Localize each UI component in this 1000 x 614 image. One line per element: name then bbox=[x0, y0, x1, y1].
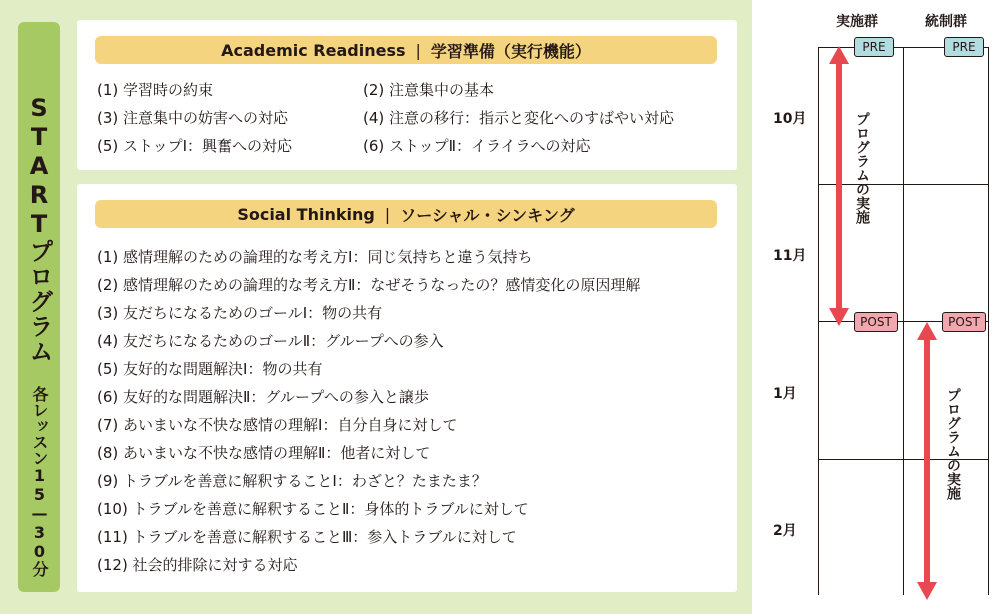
academic-readiness-header bbox=[95, 36, 717, 64]
header-separator: | bbox=[384, 204, 391, 224]
header-ja: 学習準備（実行機能） bbox=[430, 41, 591, 61]
program-subtitle: 各レッスン15—30分 bbox=[30, 386, 49, 577]
implementation-period-arrow bbox=[828, 46, 850, 326]
social-item: (4) 友だちになるためのゴールⅡ：グループへの参入 bbox=[97, 332, 444, 350]
social-item: (5) 友好的な問題解決Ⅰ：物の共有 bbox=[97, 360, 323, 378]
month-label: 11月 bbox=[773, 248, 807, 264]
social-item: (8) あいまいな不快な感情の理解Ⅱ：他者に対して bbox=[97, 444, 431, 462]
social-item: (2) 感情理解のための論理的な考え方Ⅱ：なぜそうなったの？感情変化の原因理解 bbox=[97, 276, 641, 294]
social-item: (3) 友だちになるためのゴールⅠ：物の共有 bbox=[97, 304, 383, 322]
implementation-label: プログラムの実施 bbox=[945, 388, 961, 500]
academic-item: (2) 注意集中の基本 bbox=[363, 81, 495, 99]
social-item: (10) トラブルを善意に解釈することⅡ：身体的トラブルに対して bbox=[97, 500, 529, 518]
academic-item: (3) 注意集中の妨害への対応 bbox=[97, 109, 289, 127]
social-thinking-header bbox=[95, 200, 717, 228]
control-period-arrow bbox=[916, 322, 938, 600]
program-title: STARTプログラム bbox=[25, 94, 53, 364]
social-item: (7) あいまいな不快な感情の理解Ⅰ：自分自身に対して bbox=[97, 416, 458, 434]
pre-badge: PRE bbox=[944, 37, 984, 57]
month-label: 10月 bbox=[773, 111, 807, 127]
post-badge: POST bbox=[942, 312, 986, 332]
academic-readiness-card bbox=[77, 20, 737, 170]
header-ja: ソーシャル・シンキング bbox=[400, 205, 575, 225]
grid-line bbox=[818, 47, 819, 595]
grid-line bbox=[988, 47, 989, 595]
header-en: Academic Readiness bbox=[221, 40, 406, 60]
social-item: (1) 感情理解のための論理的な考え方Ⅰ：同じ気持ちと違う気持ち bbox=[97, 248, 533, 266]
month-label: 2月 bbox=[773, 523, 797, 539]
header-separator: | bbox=[415, 40, 421, 60]
social-item: (6) 友好的な問題解決Ⅱ：グループへの参入と譲歩 bbox=[97, 388, 429, 406]
academic-item: (1) 学習時の約束 bbox=[97, 81, 214, 99]
social-item: (12) 社会的排除に対する対応 bbox=[97, 556, 298, 574]
grid-line bbox=[903, 47, 904, 595]
month-label: 1月 bbox=[773, 386, 797, 402]
pre-badge: PRE bbox=[854, 37, 894, 57]
group-label-implementation: 実施群 bbox=[836, 14, 878, 30]
header-en: Social Thinking bbox=[237, 204, 375, 224]
program-title-band bbox=[18, 22, 60, 592]
academic-item: (6) ストップⅡ：イライラへの対応 bbox=[363, 137, 591, 155]
social-item: (9) トラブルを善意に解釈することⅠ：わざと？たまたま？ bbox=[97, 472, 487, 490]
group-label-control: 統制群 bbox=[925, 14, 967, 30]
social-thinking-card bbox=[77, 184, 737, 592]
implementation-label: プログラムの実施 bbox=[854, 112, 870, 224]
social-item: (11) トラブルを善意に解釈することⅢ：参入トラブルに対して bbox=[97, 528, 517, 546]
post-badge: POST bbox=[854, 312, 898, 332]
academic-item: (4) 注意の移行：指示と変化へのすばやい対応 bbox=[363, 109, 675, 127]
academic-item: (5) ストップⅠ：興奮への対応 bbox=[97, 137, 292, 155]
